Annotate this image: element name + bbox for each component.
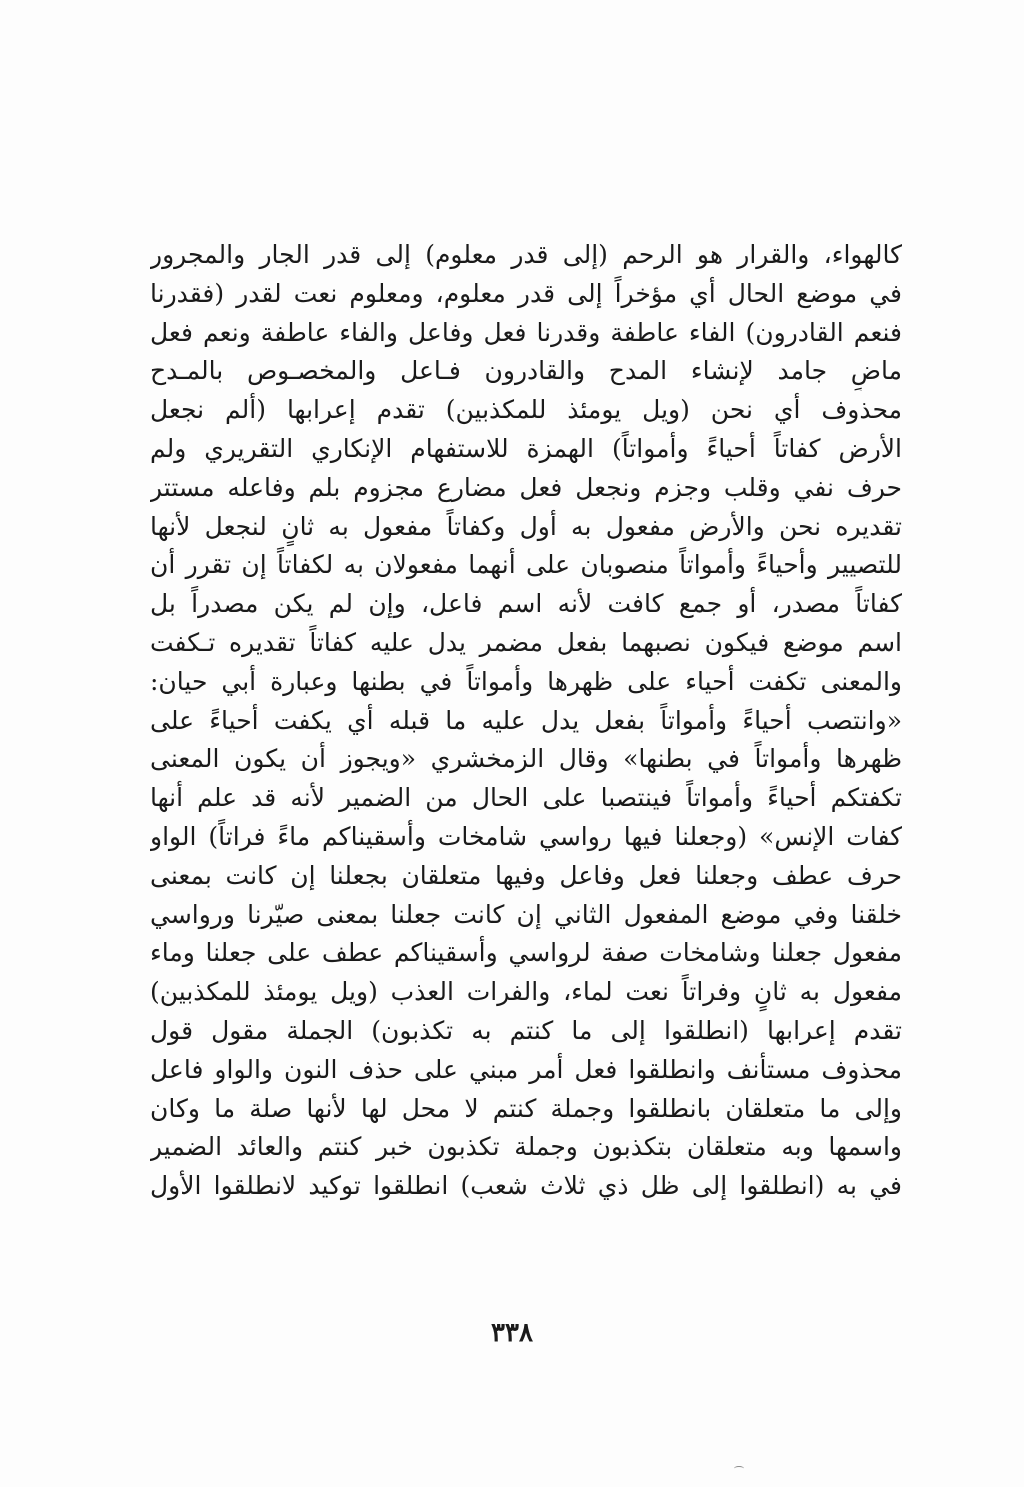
text-line-24: واسمها وبه متعلقان بتكذبون وجملة تكذبون خبر كنتم والعائد الضمير bbox=[150, 1132, 902, 1162]
text-line-23: وإلى ما متعلقان بانطلقوا وجملة كنتم لا محل لها لأنها صلة ما وكان bbox=[150, 1093, 902, 1123]
text-line-17: حرف عطف وجعلنا فعل وفاعل وفيها متعلقان بجعلنا إن كانت بمعنى bbox=[150, 860, 902, 890]
text-line-18: خلقنا وفي موضع المفعول الثاني إن كانت جعلنا بمعنى صيّرنا ورواسي bbox=[150, 899, 902, 929]
text-line-15: تكفتكم أحياءً وأمواتاً فينتصبا على الحال من الضمير لأنه قد علم أنها bbox=[150, 783, 902, 813]
text-line-9: للتصيير وأحياءً وأمواتاً منصوبان على أنهما مفعولان به لكفاتاً إن تقرر أن bbox=[150, 550, 902, 580]
text-line-5: محذوف أي نحن (ويل يومئذ للمكذبين) تقدم إعرابها (ألم نجعل bbox=[150, 395, 902, 425]
page-number: ٣٣٨ bbox=[491, 1318, 533, 1348]
text-line-2: في موضع الحال أي مؤخراً إلى قدر معلوم، ومعلوم نعت لقدر (فقدرنا bbox=[150, 278, 902, 308]
text-line-20: مفعول به ثانٍ وفراتاً نعت لماء، والفرات العذب (ويل يومئذ للمكذبين) bbox=[150, 977, 902, 1007]
text-line-7: حرف نفي وقلب وجزم ونجعل فعل مضارع مجزوم بلم وفاعله مستتر bbox=[150, 472, 902, 502]
text-line-3: فنعم القادرون) الفاء عاطفة وقدرنا فعل وفاعل والفاء عاطفة ونعم فعل bbox=[150, 317, 902, 347]
text-line-13: «وانتصب أحياءً وأمواتاً بفعل يدل عليه ما قبله أي يكفت أحياءً على bbox=[150, 705, 902, 735]
text-line-25: في به (انطلقوا إلى ظل ذي ثلاث شعب) انطلقوا توكيد لانطلقوا الأول bbox=[150, 1171, 902, 1201]
text-line-19: مفعول جعلنا وشامخات صفة لرواسي وأسقيناكم عطف على جعلنا وماء bbox=[150, 938, 902, 968]
scan-artifact bbox=[734, 1466, 744, 1471]
text-line-8: تقديره نحن والأرض مفعول به أول وكفاتاً مفعول به ثانٍ لنجعل لأنها bbox=[150, 511, 902, 541]
body-text bbox=[150, 236, 902, 1206]
text-line-16: كفات الإنس» (وجعلنا فيها رواسي شامخات وأسقيناكم ماءً فراتاً) الواو bbox=[150, 821, 902, 851]
text-line-4: ماضٍ جامد لإنشاء المدح والقادرون فـاعل والمخصـوص بالمـدح bbox=[150, 356, 902, 386]
text-line-1: كالهواء، والقرار هو الرحم (إلى قدر معلوم) إلى قدر الجار والمجرور bbox=[150, 240, 902, 269]
text-line-12: والمعنى تكفت أحياء على ظهرها وأمواتاً في بطنها وعبارة أبي حيان: bbox=[150, 666, 902, 696]
text-line-10: كفاتاً مصدر، أو جمع كافت لأنه اسم فاعل، وإن لم يكن مصدراً بل bbox=[150, 589, 902, 619]
text-line-14: ظهرها وأمواتاً في بطنها» وقال الزمخشري «ويجوز أن يكون المعنى bbox=[150, 744, 902, 774]
text-line-11: اسم موضع فيكون نصبهما بفعل مضمر يدل عليه كفاتاً تقديره تـكفت bbox=[150, 627, 902, 657]
text-line-6: الأرض كفاتاً أحياءً وأمواتاً) الهمزة للاستفهام الإنكاري التقريري ولم bbox=[150, 433, 902, 463]
text-line-21: تقدم إعرابها (انطلقوا إلى ما كنتم به تكذبون) الجملة مقول قول bbox=[150, 1015, 902, 1045]
text-line-22: محذوف مستأنف وانطلقوا فعل أمر مبني على حذف النون والواو فاعل bbox=[150, 1054, 902, 1084]
